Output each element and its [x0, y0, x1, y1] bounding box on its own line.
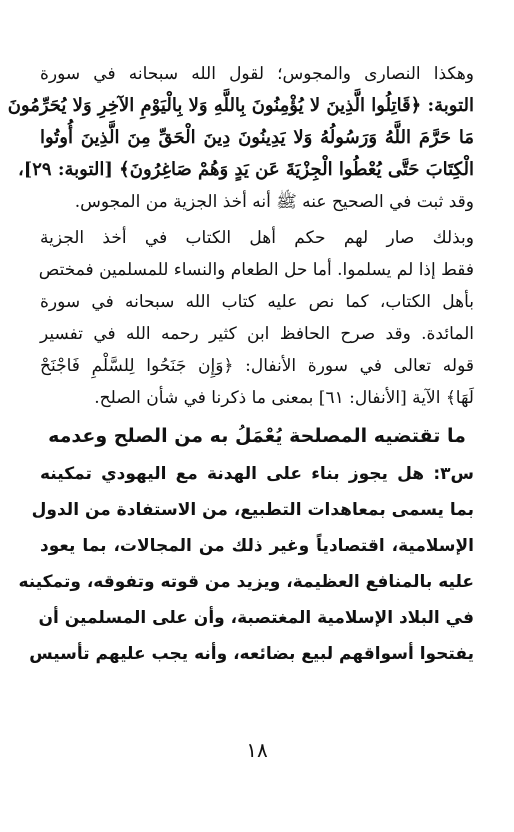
question-line: في البلاد الإسلامية المغتصبة، وأن على المسلمين أن [38, 608, 474, 628]
paragraph-2 [40, 222, 474, 414]
question-paragraph [18, 456, 474, 672]
question-line: بما يسمى بمعاهدات التطبيع، من الاستفادة من الدول [31, 500, 474, 520]
text-line: المائدة. وقد صرح الحافظ ابن كثير رحمه الله في تفسير [40, 324, 474, 344]
section-heading: ما تقتضيه المصلحة يُعْمَلُ به من الصلح وعدمه [48, 425, 466, 447]
text-line: وقد ثبت في الصحيح عنه ﷺ أنه أخذ الجزية من المجوس. [74, 192, 474, 212]
text-line: وبذلك صار لهم حكم أهل الكتاب في أخذ الجزية [40, 228, 474, 248]
question-line: س٣: هل يجوز بناء على الهدنة مع اليهودي تمكينه [40, 464, 474, 484]
text-line: قوله تعالى في سورة الأنفال: ﴿وَإِن جَنَحُوا لِلسَّلْمِ فَاجْنَحْ [40, 356, 474, 376]
quran-verse-line: التوبة: ﴿قَاتِلُوا الَّذِينَ لا يُؤْمِنُونَ بِاللَّهِ وَلا بِالْيَوْمِ الآخِرِ وَلا يُحَرِّمُونَ [7, 95, 474, 116]
question-line: يفتحوا أسواقهم لبيع بضائعه، وأنه يجب عليهم تأسيس [29, 644, 474, 664]
text-line: فقط إذا لم يسلموا. أما حل الطعام والنساء للمسلمين فمختص [38, 260, 474, 280]
text-line: وهكذا النصارى والمجوس؛ لقول الله سبحانه في سورة [40, 64, 474, 84]
paragraph-1 [7, 58, 474, 218]
quran-verse-line: الْكِتَابَ حَتَّى يُعْطُوا الْجِزْيَةَ عَن يَدٍ وَهُمْ صَاغِرُونَ﴾ [التوبة: ٢٩]، [17, 159, 474, 180]
question-line: الإسلامية، اقتصادياً وغير ذلك من المجالات، بما يعود [40, 536, 474, 556]
page-number: ١٨ [246, 738, 268, 762]
text-line: لَهَا﴾ الآية [الأنفال: ٦١] بمعنى ما ذكرنا في شأن الصلح. [94, 388, 474, 408]
text-line: بأهل الكتاب، كما نص عليه كتاب الله سبحانه في سورة [40, 292, 474, 312]
quran-verse-line: مَا حَرَّمَ اللَّهُ وَرَسُولُهُ وَلا يَدِينُونَ دِينَ الْحَقِّ مِنَ الَّذِينَ أُوتُوا [40, 127, 474, 148]
question-line: عليه بالمنافع العظيمة، ويزيد من قوته وتفوقه، وتمكينه [18, 572, 474, 592]
